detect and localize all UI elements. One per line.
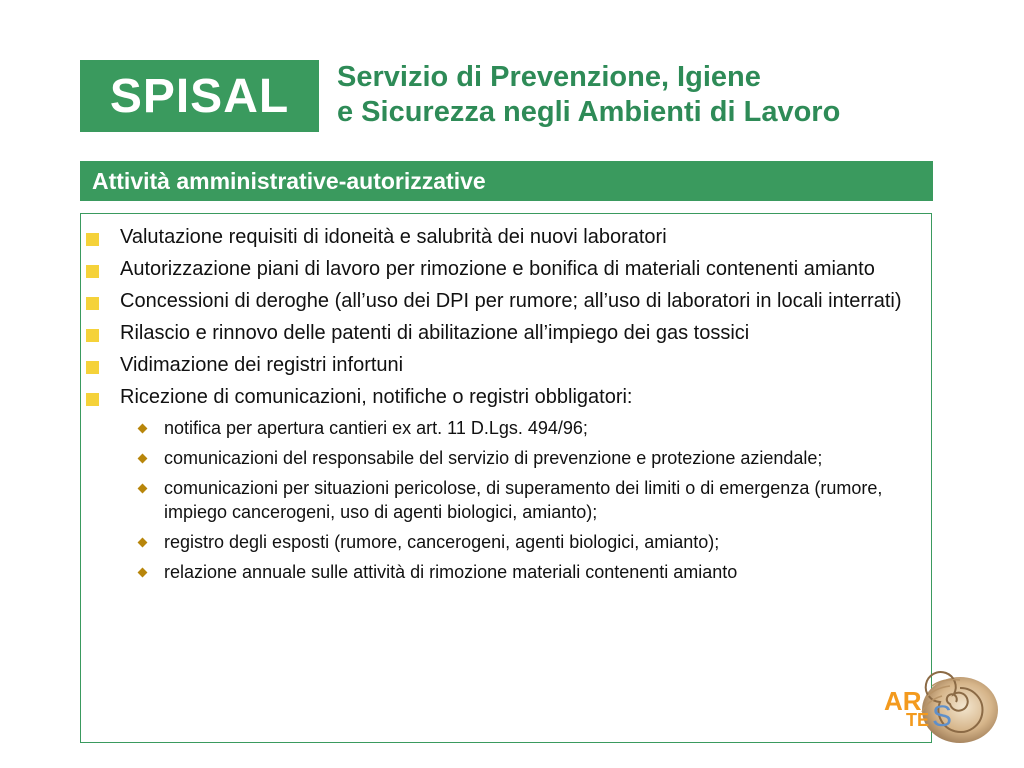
diamond-bullet-icon	[138, 454, 148, 464]
sub-list-item-text: relazione annuale sulle attività di rimozione materiali contenenti amianto	[164, 562, 738, 582]
sub-list-item-text: comunicazioni del responsabile del servizio di prevenzione e protezione aziendale;	[164, 448, 823, 468]
list-item-text: Valutazione requisiti di idoneità e salubrità dei nuovi laboratori	[120, 226, 667, 248]
list-item-text: Autorizzazione piani di lavoro per rimozione e bonifica di materiali contenenti amianto	[120, 258, 875, 280]
section-title: Attività amministrative-autorizzative	[92, 168, 486, 194]
sub-list-item-text: registro degli esposti (rumore, cancerogeni, agenti biologici, amianto);	[164, 532, 720, 552]
list-item	[80, 352, 950, 379]
list-item	[80, 256, 950, 283]
list-item	[80, 288, 950, 315]
sub-list-item	[80, 476, 950, 524]
activity-list	[80, 224, 950, 590]
diamond-bullet-icon	[138, 424, 148, 434]
diamond-bullet-icon	[138, 538, 148, 548]
title-line-1: Servizio di Prevenzione, Igiene	[337, 61, 761, 93]
sub-list-item-text: notifica per apertura cantieri ex art. 11 D.Lgs. 494/96;	[164, 418, 588, 438]
logo-text-a: AR	[884, 686, 922, 716]
title-line-2: e Sicurezza negli Ambienti di Lavoro	[337, 96, 841, 128]
list-item	[80, 384, 950, 411]
sub-list-item	[80, 416, 950, 440]
logo-text-c: S	[932, 700, 953, 733]
list-item-text: Rilascio e rinnovo delle patenti di abilitazione all’impiego dei gas tossici	[120, 322, 750, 344]
list-item-text: Vidimazione dei registri infortuni	[120, 354, 404, 376]
list-item	[80, 224, 950, 251]
square-bullet-icon	[86, 361, 99, 374]
list-item	[80, 320, 950, 347]
sub-list-item	[80, 446, 950, 470]
artes-logo	[882, 668, 1002, 748]
section-header	[80, 161, 933, 201]
logo-text-b: TE	[906, 710, 930, 730]
sub-list-item	[80, 560, 884, 584]
sub-list-item	[80, 530, 950, 554]
square-bullet-icon	[86, 393, 99, 406]
square-bullet-icon	[86, 329, 99, 342]
list-item-text: Ricezione di comunicazioni, notifiche o registri obbligatori:	[120, 386, 633, 408]
logo-text: SPISAL	[109, 69, 290, 123]
diamond-bullet-icon	[138, 484, 148, 494]
square-bullet-icon	[86, 265, 99, 278]
spisal-logo	[80, 60, 319, 132]
square-bullet-icon	[86, 297, 99, 310]
list-item-text: Concessioni di deroghe (all’uso dei DPI per rumore; all’uso di laboratori in locali interrati)	[120, 290, 902, 312]
square-bullet-icon	[86, 233, 99, 246]
sub-list-item-text: comunicazioni per situazioni pericolose, di superamento dei limiti o di emergenza (rumore, impiego cancerogeni, uso di agenti biologici, amianto);	[164, 478, 883, 522]
nautilus-shell-icon	[882, 668, 1002, 748]
diamond-bullet-icon	[138, 568, 148, 578]
page-title	[337, 60, 840, 130]
